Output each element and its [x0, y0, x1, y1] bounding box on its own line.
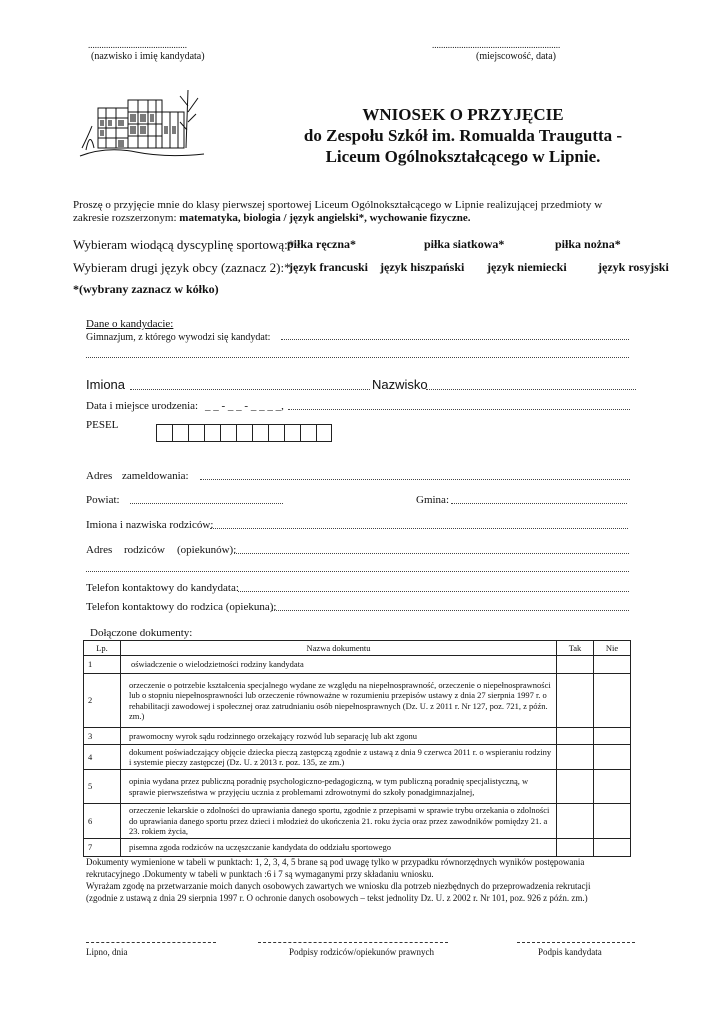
sport-option-handball[interactable]: piłka ręczna*: [287, 237, 356, 251]
header-yes: Tak: [557, 641, 594, 656]
intro-subjects: matematyka, biologia / język angielski*, wychowanie fizyczne.: [179, 212, 471, 224]
first-name-field[interactable]: [130, 389, 370, 390]
last-name-label: Nazwisko: [372, 377, 428, 392]
phone-candidate-field[interactable]: [238, 591, 629, 592]
phone-candidate-label: Telefon kontaktowy do kandydata:: [86, 582, 239, 594]
row-document-name: oświadczenie o wielodzietności rodziny kandydata: [121, 656, 557, 674]
candidate-section-label: Dane o kandydacie:: [86, 318, 174, 330]
place-dots[interactable]: .........................................................: [432, 40, 561, 50]
row-no-cell[interactable]: [594, 770, 631, 804]
date-signature-line[interactable]: [86, 942, 216, 943]
row-number: 3: [84, 728, 121, 745]
row-number: 5: [84, 770, 121, 804]
name-dots[interactable]: ............................................: [88, 40, 187, 50]
candidate-signature-line[interactable]: [517, 942, 635, 943]
row-no-cell[interactable]: [594, 804, 631, 839]
row-yes-cell[interactable]: [557, 838, 594, 856]
language-option-spanish[interactable]: język hiszpański: [380, 260, 465, 274]
table-row: [84, 728, 631, 745]
language-option-german[interactable]: język niemiecki: [487, 260, 567, 274]
county-label: Powiat:: [86, 494, 120, 506]
pesel-boxes[interactable]: [156, 424, 332, 442]
table-row: [84, 656, 631, 674]
language-option-french[interactable]: język francuski: [289, 260, 368, 274]
row-no-cell[interactable]: [594, 728, 631, 745]
title-line-3: Liceum Ogólnokształcącego w Lipnie.: [325, 147, 601, 166]
parents-address-label-2: rodziców: [124, 544, 165, 556]
phone-parent-field[interactable]: [272, 610, 629, 611]
parents-signature-label: Podpisy rodziców/opiekunów prawnych: [289, 947, 434, 957]
row-yes-cell[interactable]: [557, 804, 594, 839]
date-signature-label: Lipno, dnia: [86, 947, 128, 957]
row-number: 2: [84, 674, 121, 728]
county-field[interactable]: [130, 503, 283, 504]
table-row: [84, 770, 631, 804]
school-label: Gimnazjum, z którego wywodzi się kandydat:: [86, 332, 271, 343]
birth-date-template[interactable]: _ _ - _ _ - _ _ _ _,: [205, 400, 284, 412]
parents-field[interactable]: [210, 528, 628, 529]
row-document-name: pisemna zgoda rodziców na uczęszczanie kandydata do oddziału sportowego: [121, 838, 557, 856]
school-field-2[interactable]: [86, 357, 629, 358]
parents-signature-line[interactable]: [258, 942, 448, 943]
row-no-cell[interactable]: [594, 674, 631, 728]
row-number: 7: [84, 838, 121, 856]
last-name-field[interactable]: [426, 389, 636, 390]
pesel-label: PESEL: [86, 419, 119, 431]
row-document-name: opinia wydana przez publiczną poradnię psychologiczno-pedagogiczną, w tym publiczną poradnię specjalistyczną, w sprawie pierwszeństwa w przyjęciu ucznia z problemami zdrowotnymi do szkoły ponadgimnazjalnej,: [121, 770, 557, 804]
first-name-label: Imiona: [86, 377, 126, 392]
row-number: 4: [84, 745, 121, 770]
row-yes-cell[interactable]: [557, 674, 594, 728]
table-row: [84, 745, 631, 770]
place-label: (miejscowość, data): [476, 51, 556, 62]
documents-label: Dołączone dokumenty:: [90, 627, 193, 639]
school-building-logo: [76, 86, 208, 166]
selection-note: *(wybrany zaznacz w kółko): [73, 282, 219, 296]
header-lp: Lp.: [84, 641, 121, 656]
row-number: 1: [84, 656, 121, 674]
footnote-line-3: Wyrażam zgodę na przetwarzanie moich danych osobowych zawartych we wniosku dla potrzeb niezbędnych do przeprowadzenia rekrutacji: [86, 881, 591, 891]
row-yes-cell[interactable]: [557, 656, 594, 674]
table-header-row: [84, 641, 631, 656]
footnote-line-4: (zgodnie z ustawą z dnia 29 sierpnia 1997 r. O ochronie danych osobowych – tekst jednolity Dz. U. z 2002 r. Nr 101, poz. 926 z późn. zm.): [86, 893, 588, 903]
row-no-cell[interactable]: [594, 745, 631, 770]
row-yes-cell[interactable]: [557, 745, 594, 770]
parents-address-label-1: Adres: [86, 544, 113, 556]
table-row: [84, 674, 631, 728]
address-field[interactable]: [200, 479, 630, 480]
footnote-line-2: rekrutacyjnego .Dokumenty w tabeli w punktach :6 i 7 są wymaganymi przy składaniu wniosku.: [86, 869, 434, 879]
footnote-line-1: Dokumenty wymienione w tabeli w punktach: 1, 2, 3, 4, 5 brane są pod uwagę tylko w przypadku równorzędnych wyników postępowania: [86, 857, 585, 867]
row-yes-cell[interactable]: [557, 770, 594, 804]
header-no: Nie: [594, 641, 631, 656]
birth-label: Data i miejsce urodzenia:: [86, 400, 199, 412]
intro-line-1: Proszę o przyjęcie mnie do klasy pierwszej sportowej Liceum Ogólnokształcącego w Lipnie realizującej przedmioty w: [73, 199, 603, 211]
table-row: [84, 804, 631, 839]
sport-option-football[interactable]: piłka nożna*: [555, 237, 621, 251]
parents-label: Imiona i nazwiska rodziców:: [86, 519, 214, 531]
row-number: 6: [84, 804, 121, 839]
parents-address-field-2[interactable]: [86, 571, 629, 572]
phone-parent-label: Telefon kontaktowy do rodzica (opiekuna):: [86, 601, 277, 613]
parents-address-field[interactable]: [234, 553, 629, 554]
sport-label: Wybieram wiodącą dyscyplinę sportową:*: [73, 237, 295, 252]
candidate-signature-label: Podpis kandydata: [538, 947, 602, 957]
row-document-name: orzeczenie o potrzebie kształcenia specjalnego wydane ze względu na niepełnosprawność, orzeczenie o niepełnosprawności lub o stopniu niepełnosprawności lub orzeczenie równoważne w rozumieniu przepisów ustawy z dnia 27 sierpnia 1997 r. o rehabilitacji zawodowej i społecznej oraz zatrudnianiu osób niepełnosprawnych (Dz. U. z 2011 r. Nr 127, poz. 721, z późn. zm.): [121, 674, 557, 728]
title-line-1: WNIOSEK O PRZYJĘCIE: [362, 105, 564, 124]
address-label-1: Adres: [86, 470, 113, 482]
header-name: Nazwa dokumentu: [121, 641, 557, 656]
intro-prefix: zakresie rozszerzonym:: [73, 212, 177, 224]
row-document-name: prawomocny wyrok sądu rodzinnego orzekający rozwód lub separację lub akt zgonu: [121, 728, 557, 745]
row-document-name: orzeczenie lekarskie o zdolności do uprawiania danego sportu, zgodnie z przepisami w sprawie trybu orzekania o zdolności do uprawiania danego sportu przez dzieci i młodzież do ukończenia 21. roku życia oraz przez zawodników pomiędzy 21. a 23. rokiem życia,: [121, 804, 557, 839]
birth-place-field[interactable]: [288, 409, 630, 410]
language-label: Wybieram drugi język obcy (zaznacz 2):*: [73, 260, 291, 275]
sport-option-volleyball[interactable]: piłka siatkowa*: [424, 237, 505, 251]
parents-address-label-3: (opiekunów):: [177, 544, 237, 556]
row-yes-cell[interactable]: [557, 728, 594, 745]
table-row: [84, 838, 631, 856]
row-document-name: dokument poświadczający objęcie dziecka pieczą zastępczą zgodnie z ustawą z dnia 9 czerwca 2011 r. o wspieraniu rodziny i systemie pieczy zastępczej (Dz. U. z 2013 r. poz. 135, ze zm.): [121, 745, 557, 770]
title-line-2: do Zespołu Szkół im. Romualda Traugutta -: [303, 126, 623, 145]
address-label-2: zameldowania:: [122, 470, 189, 482]
name-label: (nazwisko i imię kandydata): [91, 51, 205, 62]
commune-label: Gmina:: [416, 494, 449, 506]
row-no-cell[interactable]: [594, 656, 631, 674]
commune-field[interactable]: [451, 503, 627, 504]
language-option-russian[interactable]: język rosyjski: [598, 260, 669, 274]
school-field[interactable]: [281, 339, 629, 340]
documents-table: [83, 640, 631, 857]
row-no-cell[interactable]: [594, 838, 631, 856]
